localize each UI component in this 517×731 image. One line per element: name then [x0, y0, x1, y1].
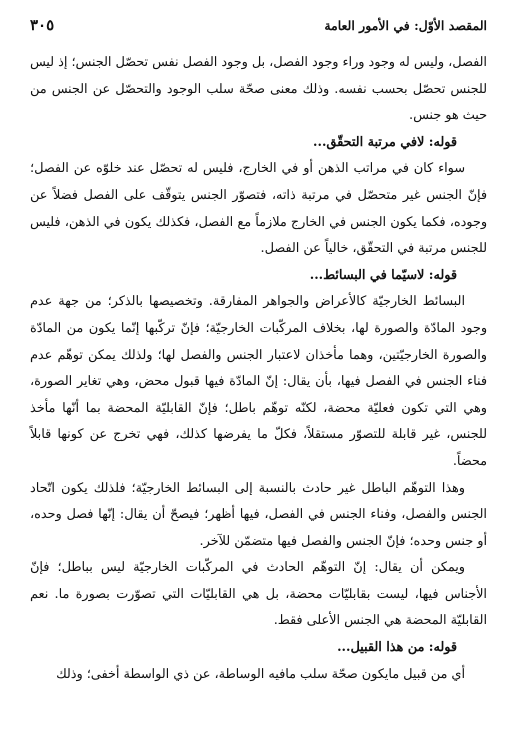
- commentary-heading-3: قوله: من هذا القبيل...: [337, 640, 457, 656]
- commentary-heading-2: قوله: لاسيّما في البسائط...: [309, 267, 457, 283]
- paragraph-4: وهذا التوهّم الباطل غير حادث بالنسبة إلى البسائط الخارجيّة؛ فلذلك يكون اتّحاد الجنس والفصل، وفناء الجنس في الفصل، فيها أظهر؛ فيصحّ أن يقال: إنّها فصل وحده، أو جنس وحده؛ فإنّ الجنس والفصل فيها متضمّن للآخر.: [30, 480, 487, 549]
- paragraph-1: الفصل، وليس له وجود وراء وجود الفصل، بل وجود الفصل نفس تحصّل الجنس؛ إذ ليس للجنس تحصّل بحسب نفسه. وذلك معنى صحّة سلب الوجود والتحصّل عن الجنس من حيث هو جنس.: [29, 55, 487, 124]
- paragraph-2: سواء كان في مراتب الذهن أو في الخارج، فليس له تحصّل عند خلوّه عن الفصل؛ فإنّ الجنس غير متحصّل في مرتبة ذاته، فتصوّر الجنس يتوقّف على الفصل فضلاً عن وجوده، فكما يكون الجنس في الخارج ملازماً مع الفصل، فكذلك يكون في الذهن، فليس للجنس مرتبة في التحقّق، خالياً عن الفصل.: [30, 161, 487, 257]
- running-header: [30, 14, 487, 36]
- header-title: المقصد الأوّل: في الأمور العامة: [324, 17, 487, 33]
- paragraph-3: البسائط الخارجيّة كالأعراض والجواهر المفارقة. وتخصيصها بالذكر؛ من جهة عدم وجود المادّة والصورة لها، بخلاف المركّبات الخارجيّة؛ فإنّ تركّبها إنّما يكون من المادّة والصورة الخارجيّتين، وهما مأخذان لاعتبار الجنس والفصل لها؛ ولذلك يمكن توهّم عدم فناء الجنس في الفصل فيها، بأن يقال: إنّ المادّة فيها قبول محض، وهي تغاير الصورة، وهي التي تكون فعليّة محضة، لكنّه توهّم باطل؛ فإنّ القابليّة المحضة بما أنّها مأخذ للجنس، غير قابلة للتصوّر مستقلاً، فكلّ ما يفرضها كذلك، فهي تخرج عن كونها قابلاً محضاً.: [30, 294, 487, 469]
- page-body: [30, 50, 487, 688]
- paragraph-5: ويمكن أن يقال: إنّ التوهّم الحادث في المركّبات الخارجيّة ليس بباطل؛ فإنّ الأجناس فيها، ليست بقابليّات محضة، بل هي القابليّات التي تصوّرت بصورة ما. نعم القابليّة المحضة هي الجنس الأعلى فقط.: [30, 560, 487, 629]
- commentary-heading-1: قوله: لافي مرتبة التحقّق...: [313, 134, 457, 150]
- paragraph-6: أي من قبيل مايكون صحّة سلب مافيه الوساطة، عن ذي الواسطة أخفى؛ وذلك: [56, 666, 465, 682]
- page-number: ٣٠٥: [30, 16, 55, 34]
